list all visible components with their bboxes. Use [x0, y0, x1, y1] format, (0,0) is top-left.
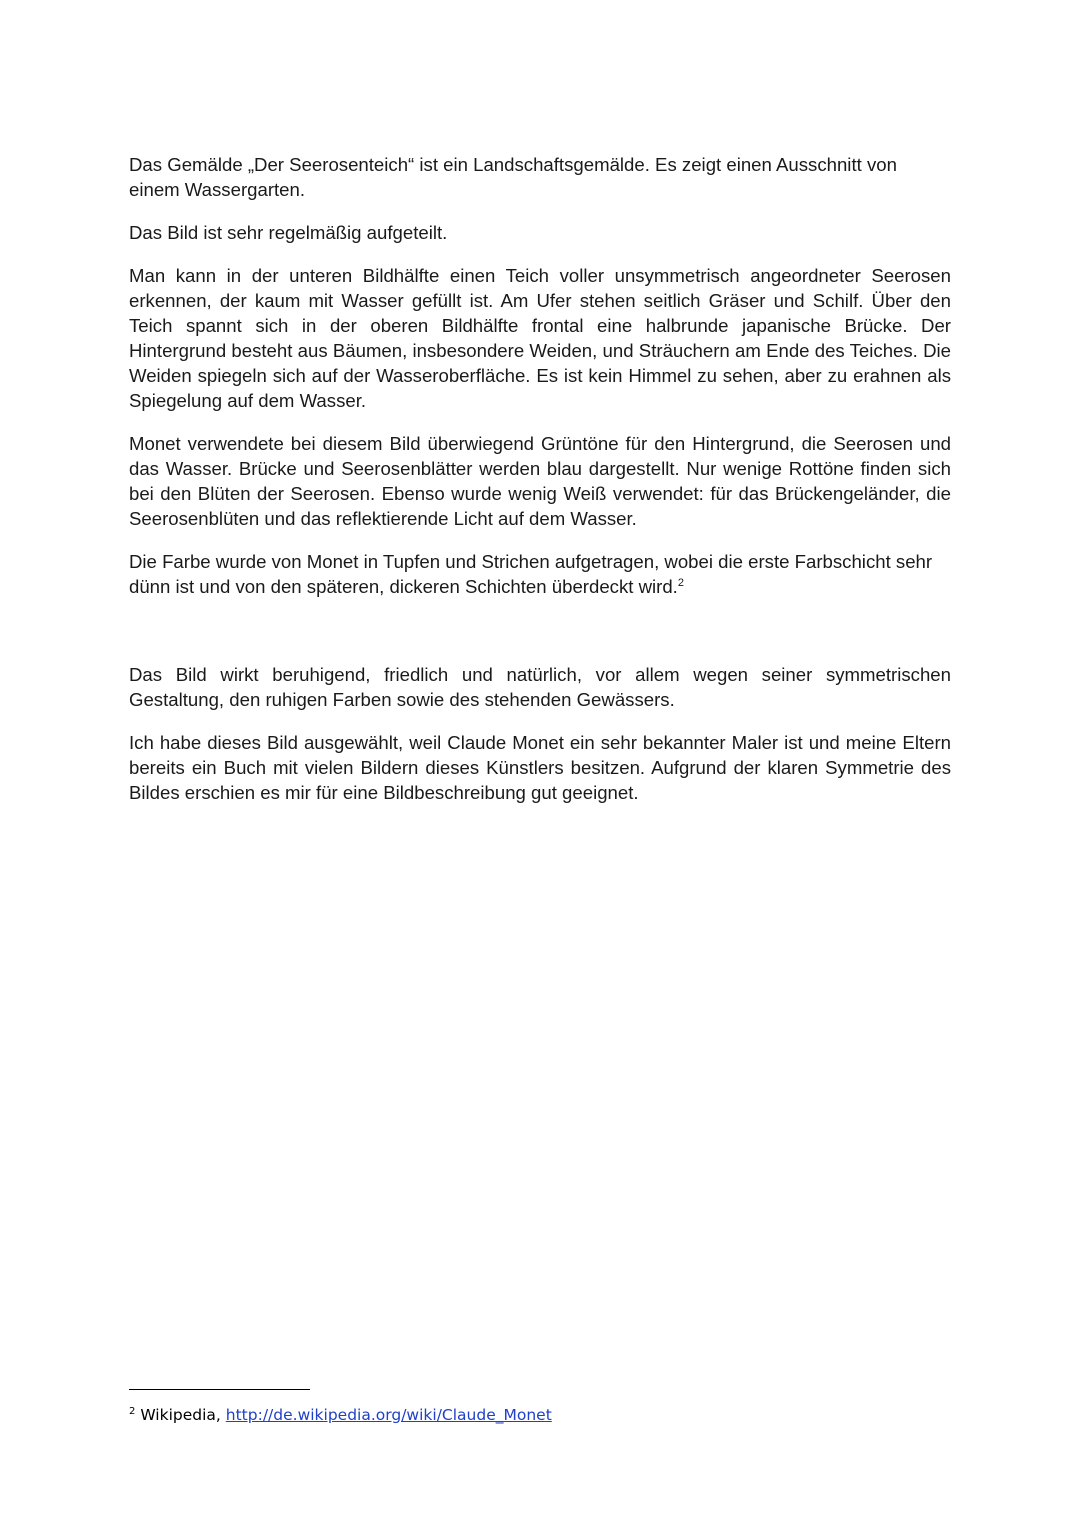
- paragraph-layout: Das Bild ist sehr regelmäßig aufgeteilt.: [129, 222, 448, 243]
- document-body: [129, 152, 951, 823]
- footnote-separator: [129, 1389, 310, 1390]
- paragraph-colors: Monet verwendete bei diesem Bild überwiegend Grüntöne für den Hintergrund, die Seerosen und das Wasser. Brücke und Seerosenblätter werden blau dargestellt. Nur wenige Rottöne finden sich bei den Blüten der Seerosen. Ebenso wurde wenig Weiß verwendet: für das Brückengeländer, die Seerosenblüten und das reflektierende Licht auf dem Wasser.: [129, 433, 951, 529]
- paragraph-technique: [129, 549, 951, 599]
- footnote-reference[interactable]: 2: [677, 577, 684, 589]
- paragraph-reason: Ich habe dieses Bild ausgewählt, weil Claude Monet ein sehr bekannter Maler ist und meine Eltern bereits ein Buch mit vielen Bildern dieses Künstlers besitzen. Aufgrund der klaren Symmetrie des Bildes erschien es mir für eine Bildbeschreibung gut geeignet.: [129, 732, 951, 803]
- paragraph-technique-text: Die Farbe wurde von Monet in Tupfen und Strichen aufgetragen, wobei die erste Farbschicht sehr dünn ist und von den späteren, dickeren Schichten überdeckt wird.: [129, 551, 933, 597]
- footnote-marker: 2: [129, 1406, 136, 1417]
- paragraph-effect: Das Bild wirkt beruhigend, friedlich und natürlich, vor allem wegen seiner symmetrischen Gestaltung, den ruhigen Farben sowie des stehenden Gewässers.: [129, 664, 951, 710]
- paragraph-intro: Das Gemälde „Der Seerosenteich“ ist ein Landschaftsgemälde. Es zeigt einen Ausschnitt von einem Wassergarten.: [129, 154, 897, 200]
- footnote: [129, 1405, 552, 1425]
- footnote-source: Wikipedia,: [140, 1406, 221, 1424]
- footnote-link[interactable]: http://de.wikipedia.org/wiki/Claude_Monet: [225, 1406, 552, 1424]
- paragraph-composition: Man kann in der unteren Bildhälfte einen Teich voller unsymmetrisch angeordneter Seerosen erkennen, der kaum mit Wasser gefüllt ist. Am Ufer stehen seitlich Gräser und Schilf. Über den Teich spannt sich in der oberen Bildhälfte frontal eine halbrunde japanische Brücke. Der Hintergrund besteht aus Bäumen, insbesondere Weiden, und Sträuchern am Ende des Teiches. Die Weiden spiegeln sich auf der Wasseroberfläche. Es ist kein Himmel zu sehen, aber zu erahnen als Spiegelung auf dem Wasser.: [129, 265, 951, 411]
